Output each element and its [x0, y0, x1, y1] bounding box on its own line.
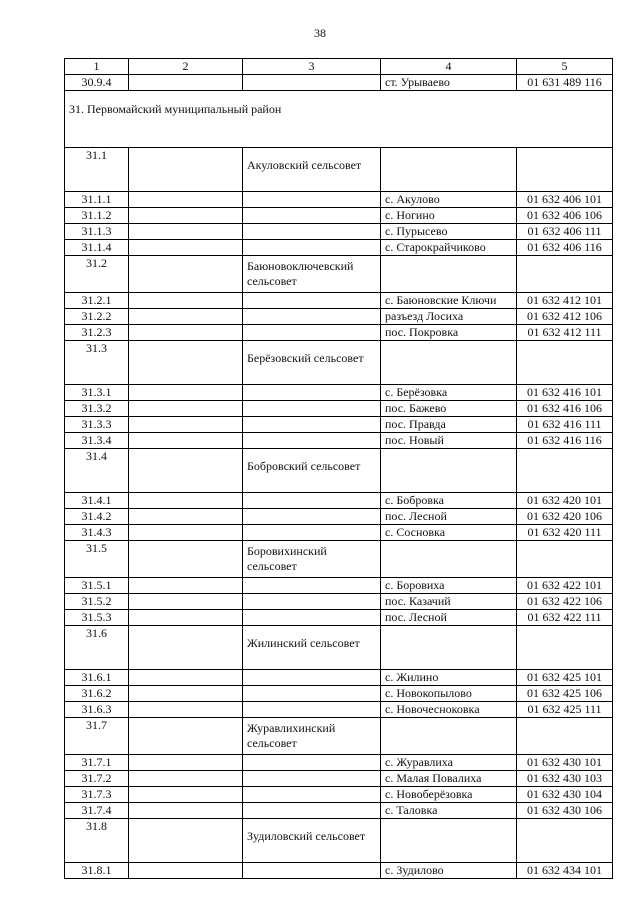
row-number: 31.2.3 [65, 325, 129, 341]
empty-cell [243, 525, 381, 541]
empty-cell [129, 417, 243, 433]
settlement-row [65, 433, 613, 449]
settlement-name: с. Таловка [381, 803, 517, 819]
row-number: 31.4.3 [65, 525, 129, 541]
empty-cell [129, 192, 243, 208]
settlement-name: пос. Казачий [381, 594, 517, 610]
settlement-row [65, 385, 613, 401]
row-number: 31.8 [65, 819, 129, 863]
empty-cell [243, 863, 381, 879]
oktmo-code: 01 632 422 106 [517, 594, 613, 610]
empty-cell [243, 803, 381, 819]
empty-cell [129, 325, 243, 341]
oktmo-code: 01 632 430 101 [517, 755, 613, 771]
oktmo-code: 01 632 416 116 [517, 433, 613, 449]
empty-cell [129, 433, 243, 449]
oktmo-code: 01 632 416 111 [517, 417, 613, 433]
oktmo-code: 01 632 406 116 [517, 240, 613, 256]
settlement-name: пос. Правда [381, 417, 517, 433]
row-number: 31.3.3 [65, 417, 129, 433]
oktmo-code: 01 632 420 106 [517, 509, 613, 525]
row-number: 31.7.1 [65, 755, 129, 771]
settlement-row [65, 525, 613, 541]
row-number: 31.7.3 [65, 787, 129, 803]
row-number: 31.5.2 [65, 594, 129, 610]
empty-cell [243, 787, 381, 803]
council-name: Акуловский сельсовет [243, 148, 381, 192]
row-number: 31.1.3 [65, 224, 129, 240]
empty-cell [129, 449, 243, 493]
oktmo-code: 01 632 406 101 [517, 192, 613, 208]
settlement-name: разъезд Лосиха [381, 309, 517, 325]
row-number: 31.2 [65, 256, 129, 293]
row-number: 31.3.4 [65, 433, 129, 449]
row-number: 31.1.4 [65, 240, 129, 256]
empty-cell [517, 541, 613, 578]
row-number: 31.6.2 [65, 686, 129, 702]
settlement-name: с. Жилино [381, 670, 517, 686]
settlement-name: пос. Бажево [381, 401, 517, 417]
council-name: Баюновоключевский сельсовет [243, 256, 381, 293]
council-row [65, 626, 613, 670]
empty-cell [129, 819, 243, 863]
settlement-row [65, 578, 613, 594]
settlement-name: с. Новоберёзовка [381, 787, 517, 803]
empty-cell [243, 224, 381, 240]
council-row [65, 341, 613, 385]
council-row [65, 449, 613, 493]
oktmo-code: 01 632 416 106 [517, 401, 613, 417]
oktmo-code: 01 632 430 106 [517, 803, 613, 819]
oktmo-code: 01 632 412 106 [517, 309, 613, 325]
row-number: 31.7 [65, 718, 129, 755]
council-row [65, 148, 613, 192]
row-number: 31.7.2 [65, 771, 129, 787]
region-title: 31. Первомайский муниципальный район [69, 101, 282, 116]
empty-cell [243, 493, 381, 509]
empty-cell [129, 509, 243, 525]
settlement-name: с. Журавлиха [381, 755, 517, 771]
council-name: Берёзовский сельсовет [243, 341, 381, 385]
empty-cell [129, 610, 243, 626]
empty-cell [243, 433, 381, 449]
empty-cell [381, 541, 517, 578]
empty-cell [517, 341, 613, 385]
empty-cell [243, 594, 381, 610]
page-number: 38 [314, 26, 326, 40]
council-row [65, 718, 613, 755]
oktmo-code: 01 632 412 101 [517, 293, 613, 309]
column-header: 1 [65, 59, 129, 75]
empty-cell [129, 626, 243, 670]
empty-cell [243, 417, 381, 433]
row-number: 31.4 [65, 449, 129, 493]
empty-cell [243, 192, 381, 208]
empty-cell [129, 240, 243, 256]
oktmo-code: 01 631 489 116 [517, 75, 613, 91]
empty-cell [129, 771, 243, 787]
row-number: 31.2.2 [65, 309, 129, 325]
empty-cell [517, 148, 613, 192]
oktmo-code: 01 632 422 101 [517, 578, 613, 594]
settlement-row [65, 240, 613, 256]
settlement-name: с. Баюновские Ключи [381, 293, 517, 309]
council-name: Боровихинский сельсовет [243, 541, 381, 578]
council-row [65, 256, 613, 293]
settlement-row [65, 863, 613, 879]
oktmo-code: 01 632 430 104 [517, 787, 613, 803]
settlement-row [65, 208, 613, 224]
empty-cell [129, 75, 243, 91]
empty-cell [243, 309, 381, 325]
empty-cell [243, 670, 381, 686]
council-name: Бобровский сельсовет [243, 449, 381, 493]
settlement-name: пос. Покровка [381, 325, 517, 341]
empty-cell [243, 240, 381, 256]
council-name: Жилинский сельсовет [243, 626, 381, 670]
empty-cell [129, 293, 243, 309]
region-cell [65, 91, 613, 148]
settlement-row [65, 75, 613, 91]
column-header: 5 [517, 59, 613, 75]
row-number: 31.6.1 [65, 670, 129, 686]
settlement-row [65, 192, 613, 208]
region-row [65, 91, 613, 148]
settlement-name: пос. Лесной [381, 610, 517, 626]
empty-cell [129, 594, 243, 610]
settlement-row [65, 771, 613, 787]
settlement-row [65, 309, 613, 325]
empty-cell [129, 401, 243, 417]
empty-cell [381, 626, 517, 670]
settlement-name: с. Новочесноковка [381, 702, 517, 718]
settlement-row [65, 401, 613, 417]
row-number: 31.7.4 [65, 803, 129, 819]
empty-cell [517, 819, 613, 863]
settlement-name: ст. Урываево [381, 75, 517, 91]
table-header-row [65, 59, 613, 75]
settlement-row [65, 670, 613, 686]
row-number: 31.1 [65, 148, 129, 192]
settlement-row [65, 686, 613, 702]
empty-cell [517, 626, 613, 670]
council-name: Журавлихинский сельсовет [243, 718, 381, 755]
empty-cell [129, 686, 243, 702]
council-row [65, 541, 613, 578]
row-number: 31.3.1 [65, 385, 129, 401]
row-number: 31.5 [65, 541, 129, 578]
oktmo-code: 01 632 425 101 [517, 670, 613, 686]
row-number: 30.9.4 [65, 75, 129, 91]
registry-table-body [65, 59, 613, 879]
empty-cell [381, 256, 517, 293]
empty-cell [243, 686, 381, 702]
row-number: 31.3.2 [65, 401, 129, 417]
oktmo-code: 01 632 422 111 [517, 610, 613, 626]
settlement-name: с. Малая Повалиха [381, 771, 517, 787]
settlement-name: с. Сосновка [381, 525, 517, 541]
settlement-name: с. Боровиха [381, 578, 517, 594]
empty-cell [381, 341, 517, 385]
empty-cell [243, 293, 381, 309]
settlement-row [65, 325, 613, 341]
oktmo-code: 01 632 420 111 [517, 525, 613, 541]
column-header: 3 [243, 59, 381, 75]
empty-cell [381, 148, 517, 192]
empty-cell [129, 224, 243, 240]
settlement-row [65, 803, 613, 819]
empty-cell [517, 256, 613, 293]
empty-cell [129, 702, 243, 718]
empty-cell [381, 819, 517, 863]
empty-cell [243, 578, 381, 594]
settlement-row [65, 293, 613, 309]
row-number: 31.5.3 [65, 610, 129, 626]
oktmo-code: 01 632 434 101 [517, 863, 613, 879]
settlement-name: пос. Новый [381, 433, 517, 449]
row-number: 31.4.2 [65, 509, 129, 525]
settlement-row [65, 610, 613, 626]
empty-cell [129, 803, 243, 819]
empty-cell [129, 863, 243, 879]
empty-cell [243, 208, 381, 224]
oktmo-code: 01 632 406 106 [517, 208, 613, 224]
settlement-name: с. Новокопылово [381, 686, 517, 702]
empty-cell [129, 718, 243, 755]
empty-cell [243, 75, 381, 91]
empty-cell [243, 771, 381, 787]
empty-cell [243, 509, 381, 525]
oktmo-code: 01 632 406 111 [517, 224, 613, 240]
row-number: 31.6 [65, 626, 129, 670]
settlement-name: пос. Лесной [381, 509, 517, 525]
oktmo-code: 01 632 412 111 [517, 325, 613, 341]
settlement-row [65, 509, 613, 525]
empty-cell [129, 309, 243, 325]
row-number: 31.6.3 [65, 702, 129, 718]
settlement-name: с. Берёзовка [381, 385, 517, 401]
empty-cell [517, 718, 613, 755]
council-row [65, 819, 613, 863]
empty-cell [129, 341, 243, 385]
settlement-name: с. Старокрайчиково [381, 240, 517, 256]
row-number: 31.2.1 [65, 293, 129, 309]
empty-cell [129, 385, 243, 401]
oktmo-code: 01 632 416 101 [517, 385, 613, 401]
empty-cell [381, 449, 517, 493]
row-number: 31.5.1 [65, 578, 129, 594]
settlement-name: с. Бобровка [381, 493, 517, 509]
empty-cell [129, 525, 243, 541]
empty-cell [129, 755, 243, 771]
empty-cell [243, 385, 381, 401]
column-header: 4 [381, 59, 517, 75]
empty-cell [381, 718, 517, 755]
empty-cell [129, 208, 243, 224]
oktmo-code: 01 632 420 101 [517, 493, 613, 509]
settlement-name: с. Акулово [381, 192, 517, 208]
empty-cell [243, 702, 381, 718]
oktmo-code: 01 632 430 103 [517, 771, 613, 787]
settlement-row [65, 224, 613, 240]
oktmo-code: 01 632 425 106 [517, 686, 613, 702]
settlement-name: с. Зудилово [381, 863, 517, 879]
row-number: 31.4.1 [65, 493, 129, 509]
oktmo-code: 01 632 425 111 [517, 702, 613, 718]
council-name: Зудиловский сельсовет [243, 819, 381, 863]
column-header: 2 [129, 59, 243, 75]
registry-table [64, 58, 613, 879]
settlement-row [65, 417, 613, 433]
settlement-row [65, 755, 613, 771]
empty-cell [517, 449, 613, 493]
row-number: 31.3 [65, 341, 129, 385]
empty-cell [129, 787, 243, 803]
row-number: 31.1.1 [65, 192, 129, 208]
row-number: 31.1.2 [65, 208, 129, 224]
empty-cell [129, 541, 243, 578]
empty-cell [129, 578, 243, 594]
settlement-name: с. Ногино [381, 208, 517, 224]
empty-cell [243, 610, 381, 626]
empty-cell [129, 493, 243, 509]
empty-cell [129, 670, 243, 686]
settlement-row [65, 493, 613, 509]
settlement-name: с. Пурысево [381, 224, 517, 240]
empty-cell [243, 401, 381, 417]
empty-cell [243, 325, 381, 341]
row-number: 31.8.1 [65, 863, 129, 879]
settlement-row [65, 787, 613, 803]
empty-cell [129, 148, 243, 192]
settlement-row [65, 702, 613, 718]
empty-cell [129, 256, 243, 293]
settlement-row [65, 594, 613, 610]
empty-cell [243, 755, 381, 771]
